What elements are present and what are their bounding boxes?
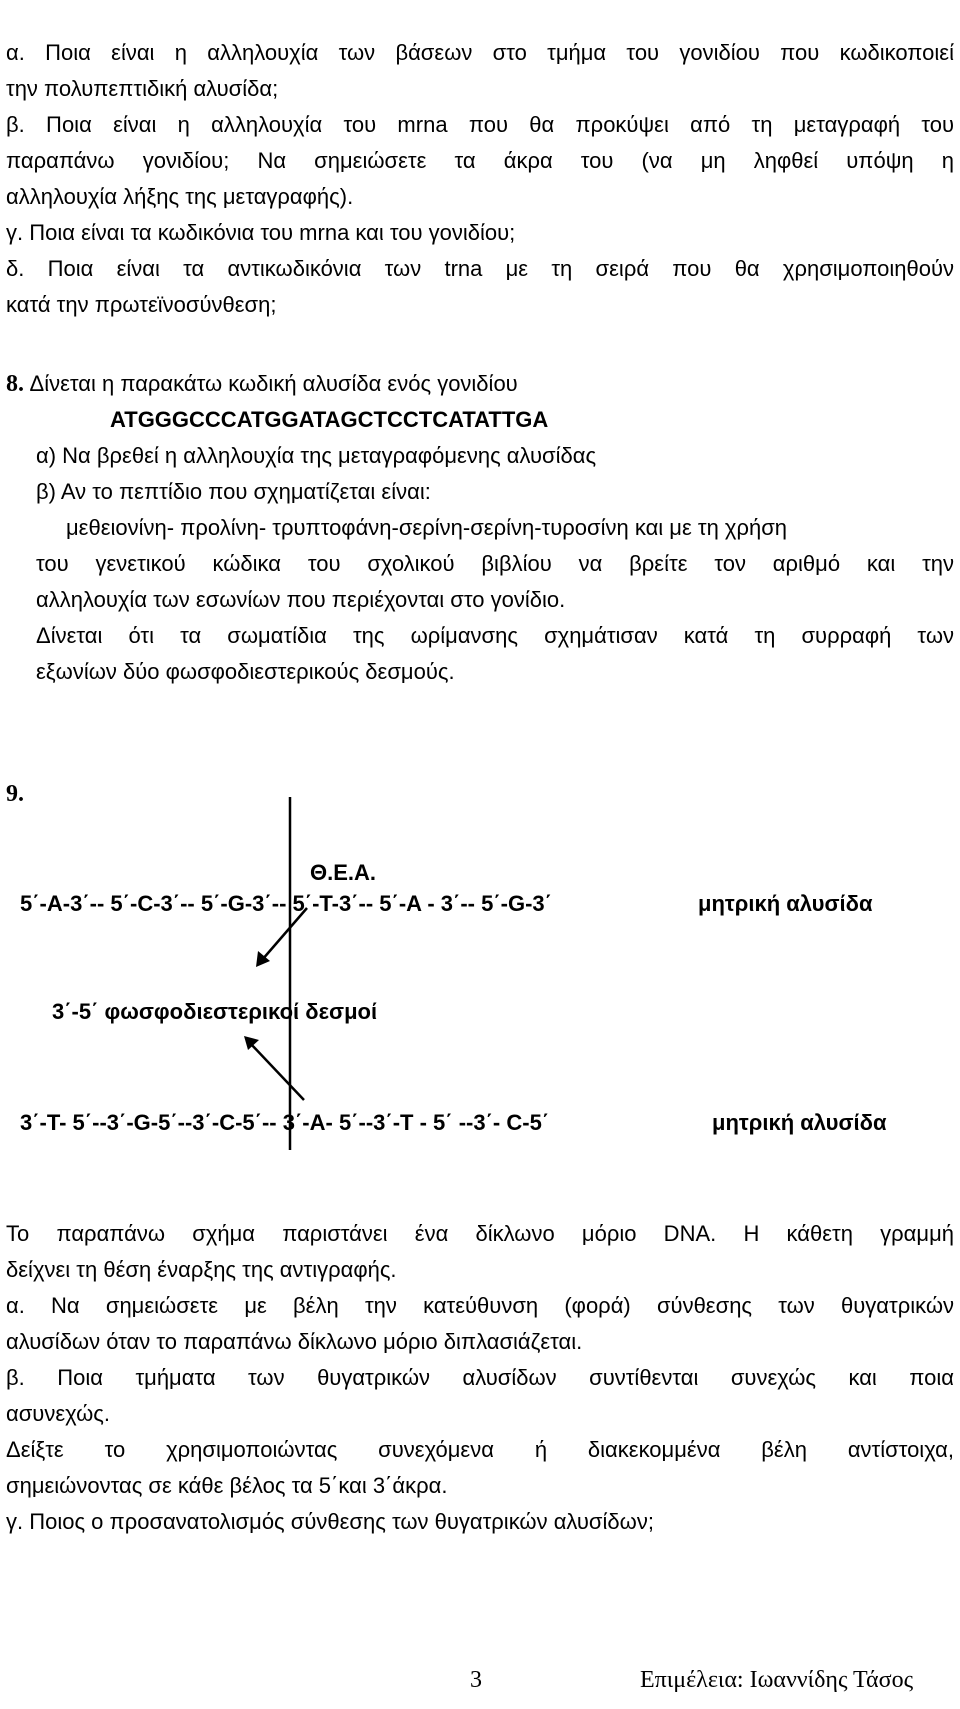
q8-b-line3: αλληλουχία των εσωνίων που περιέχονται στο γονίδιο. [36, 587, 566, 612]
origin-label: Θ.Ε.Α. [310, 860, 377, 885]
q8-c-line2: εξωνίων δύο φωσφοδιεστερικούς δεσμούς. [36, 659, 455, 684]
q7-d-line2: κατά την πρωτεϊνοσύνθεση; [6, 292, 277, 317]
q7-a-line1: α. Ποια είναι η αλληλουχία των βάσεων στο τμήμα του γονιδίου που κωδικοποιεί [6, 40, 954, 65]
bottom-strand-label: μητρική αλυσίδα [712, 1110, 887, 1135]
q9-b-line2: ασυνεχώς. [6, 1401, 110, 1426]
q8-number: 8. [6, 371, 24, 397]
q7-c-line1: γ. Ποια είναι τα κωδικόνια του mrna και του γονιδίου; [6, 220, 516, 245]
q9-b-line1: β. Ποια τμήματα των θυγατρικών αλυσίδων συντίθενται συνεχώς και ποια [6, 1365, 954, 1390]
q8-intro: Δίνεται η παρακάτω κωδική αλυσίδα ενός γονιδίου [29, 371, 518, 396]
arrow-bottom-bond [250, 1043, 304, 1100]
q7-b-line3: αλληλουχία λήξης της μεταγραφής). [6, 184, 354, 209]
q8-c-line1: Δίνεται ότι τα σωματίδια της ωρίμανσης σχημάτισαν κατά τη συρραφή των [36, 623, 954, 648]
q8-a: α) Να βρεθεί η αλληλουχία της μεταγραφόμενης αλυσίδας [36, 443, 597, 468]
q9-g-line1: γ. Ποιος ο προσανατολισμός σύνθεσης των θυγατρικών αλυσίδων; [6, 1509, 654, 1534]
bottom-strand: 3΄-T- 5΄--3΄-G-5΄--3΄-C-5΄-- 3΄-A- 5΄--3΄-T - 5΄ --3΄- C-5΄ [20, 1110, 550, 1135]
q9-p1-line2: δείχνει τη θέση έναρξης της αντιγραφής. [6, 1257, 397, 1282]
q8-b: β) Αν το πεπτίδιο που σχηματίζεται είναι: [36, 479, 431, 504]
bond-label: 3΄-5΄ φωσφοδιεστερικοί δεσμοί [52, 999, 378, 1024]
q9-c-line2: σημειώνοντας σε κάθε βέλος τα 5΄και 3΄άκρα. [6, 1473, 448, 1498]
q8-sequence: ATGGGCCCATGGATAGCTCCTCATATTGA [110, 407, 549, 432]
q9-c-line1: Δείξτε το χρησιμοποιώντας συνεχόμενα ή διακεκομμένα βέλη αντίστοιχα, [6, 1437, 954, 1462]
q7-a-line2: την πολυπεπτιδική αλυσίδα; [6, 76, 279, 101]
q9-a-line1: α. Να σημειώσετε με βέλη την κατεύθυνση (φορά) σύνθεσης των θυγατρικών [6, 1293, 954, 1318]
q8-b-line2: του γενετικού κώδικα του σχολικού βιβλίου να βρείτε τον αριθμό και την [36, 551, 954, 576]
q8-b-line1: μεθειονίνη- προλίνη- τρυπτοφάνη-σερίνη-σερίνη-τυροσίνη και με τη χρήση [66, 515, 788, 540]
arrow-bottom-head [244, 1036, 259, 1050]
page-number: 3 [470, 1667, 482, 1693]
q9-a-line2: αλυσίδων όταν το παραπάνω δίκλωνο μόριο διπλασιάζεται. [6, 1329, 583, 1354]
q9-number: 9. [6, 781, 24, 807]
top-strand: 5΄-A-3΄-- 5΄-C-3΄-- 5΄-G-3΄-- 5΄-T-3΄-- 5΄-A - 3΄-- 5΄-G-3΄ [20, 891, 552, 916]
top-strand-label: μητρική αλυσίδα [698, 891, 873, 916]
q7-b-line2: παραπάνω γονιδίου; Να σημειώσετε τα άκρα του (να μη ληφθεί υπόψη η [6, 148, 954, 173]
q9-p1-line1: Το παραπάνω σχήμα παριστάνει ένα δίκλωνο μόριο DNA. Η κάθετη γραμμή [6, 1221, 954, 1246]
footer-editor: Επιμέλεια: Ιωαννίδης Τάσος [640, 1667, 914, 1693]
q7-b-line1: β. Ποια είναι η αλληλουχία του mrna που θα προκύψει από τη μεταγραφή του [6, 112, 954, 137]
q7-d-line1: δ. Ποια είναι τα αντικωδικόνια των trna με τη σειρά που θα χρησιμοποιηθούν [6, 256, 954, 281]
